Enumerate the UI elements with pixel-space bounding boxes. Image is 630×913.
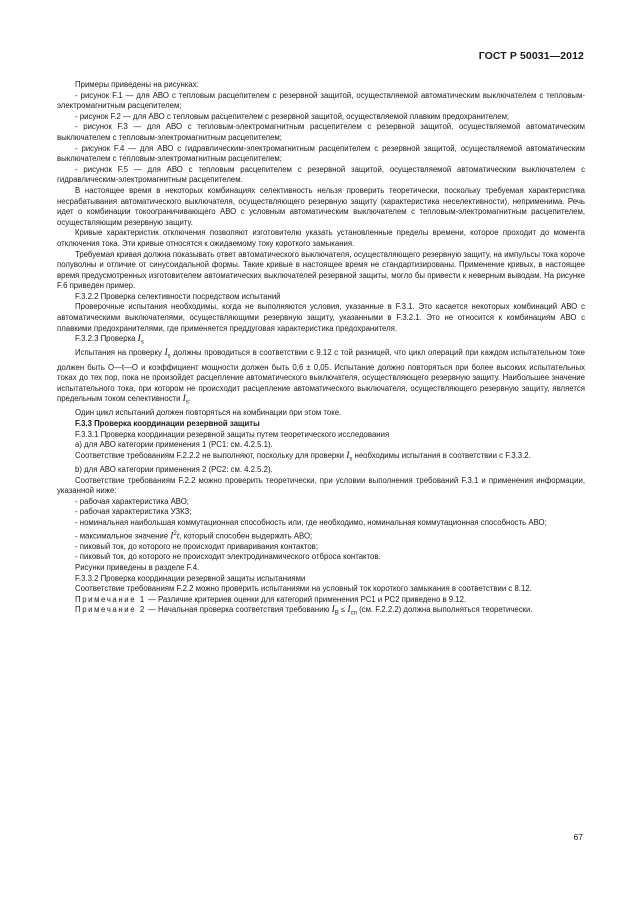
- list-item: - рисунок F.4 — для АВО с гидравлическим-электромагнитным расцепителем с резервной защитой, осуществляемой автоматическим выключателем с тепловым-электромагнитным расцепителем;: [57, 143, 585, 164]
- paragraph: Соответствие требованиям F.2.2.2 не выполняют, поскольку для проверки $I_s$ необходимы испытания в соответствии с F.3.3.2.: [75, 450, 531, 463]
- paragraph: Проверочные испытания необходимы, когда не выполняются условия, указанные в F.3.1. Это касается некоторых комбинаций АВО с автоматическими выключателями, осуществляющими резервную защиту, указанными в F.3.2.1. Это не относится к комбинациям АВО с плавкими предохранителями, где применяется преддуговая характеристика предохранителя.: [57, 302, 585, 333]
- section-heading: F.3.3 Проверка координации резервной защиты: [75, 419, 260, 429]
- list-item: - максимальное значение $I^2t$, который способен выдержать АВО;: [75, 530, 313, 542]
- section-heading: F.3.2.2 Проверка селективности посредством испытаний: [75, 291, 281, 301]
- list-item: - пиковый ток, до которого не происходит электродинамического отброса контактов.: [75, 552, 381, 562]
- paragraph: В настоящее время в некоторых комбинациях селективность нельзя проверить теоретически, поскольку требуемая характеристика несрабатывания автоматического выключателя, осуществляющего резервную защиту (характеристика неселективности), неприменима. Речь идет о комбинации токоограничивающего АВО с условным автоматическим выключателем с тепловым-электромагнитным расцепителем, осуществляющим резервную защиту.: [57, 185, 585, 227]
- section-heading: F.3.3.2 Проверка координации резервной защиты испытаниями: [75, 573, 306, 583]
- paragraph: Один цикл испытаний должен повторяться на комбинации при этом токе.: [75, 408, 342, 418]
- paragraph: b) для АВО категории применения 2 (РС2: см. 4.2.5.2).: [75, 464, 273, 474]
- list-item: - рисунок F.3 — для АВО с тепловым-электромагнитным расцепителем с резервной защитой, осуществляемой автоматическим выключателем с тепловым-электромагнитным расцепителем;: [57, 122, 585, 142]
- paragraph: Соответствие требованиям F.2.2 можно проверить испытаниями на условный ток короткого замыкания в соответствии с 8.12.: [75, 584, 532, 594]
- list-item: - рисунок F.1 — для АВО с тепловым расцепителем с резервной защитой, осуществляемой автоматическим выключателем с тепловым-электромагнитным расцепителем;: [57, 90, 585, 111]
- paragraph: Рисунки приведены в разделе F.4.: [75, 562, 200, 572]
- paragraph: Требуемая кривая должна показывать ответ автоматического выключателя, осуществляющего резервную защиту, на импульсы тока короче полуволны и отличие от синусоидальной формы. Такие кривые в настоящее время не стандартизированы. Применение кривых, в настоящее время предусмотренных изготовителем автоматических выключателей резервной защиты, могло бы привести к неверным выводам. На рисунке F.6 приведен пример.: [57, 249, 585, 291]
- paragraph: Кривые характеристик отключения позволяют изготовителю указать установленные пределы времени, которое проходит до момента отключения тока. Эти кривые относятся к ожидаемому току короткого замыкания.: [57, 228, 585, 248]
- list-item: - пиковый ток, до которого не происходит приваривания контактов;: [75, 541, 318, 551]
- note: Примечание 2 — Начальная проверка соответствия требованию $I_B \le I_{cn}$ (см. F.2.2.2) должна выполняться теоретически.: [75, 605, 533, 617]
- list-item: - номинальная наибольшая коммутационная способность или, где необходимо, номинальная коммутационная способность АВО;: [75, 517, 547, 527]
- section-heading: F.3.3.1 Проверка координации резервной защиты путем теоретического исследования: [75, 429, 390, 439]
- list-item: - рисунок F.2 — для АВО с тепловым расцепителем с резервной защитой, осуществляемой плавким предохранителем;: [75, 111, 510, 121]
- standard-code: ГОСТ Р 50031—2012: [478, 50, 584, 62]
- note: Примечание 1 — Различие критериев оценки для категорий применения РС1 и РС2 приведено в 9.12.: [75, 594, 467, 604]
- paragraph: Соответствие требованиям F.2.2 можно проверить теоретически, при условии выполнения требований F.3.1 и применения информации, указанной ниже:: [57, 475, 585, 496]
- paragraph: Примеры приведены на рисунках:: [75, 80, 199, 89]
- page-number: 67: [573, 832, 583, 842]
- paragraph: а) для АВО категории применения 1 (РС1: см. 4.2.5.1).: [75, 440, 273, 450]
- list-item: - рабочая характеристика АВО;: [75, 496, 189, 506]
- paragraph: Испытания на проверку $I_s$ должны проводиться в соответствии с 9.12 с той разницей, что цикл операций при каждом испытательном токе должен быть О—t—О и коэффициент мощности должен быть 0,6 ± 0,05. Испытание должно повторяться при более высоких испытательных токах до тех пор, пока не произойдет расцепление автоматического выключателя, осуществляющего резервную защиту. Наибольшее значение испытательного тока, при котором не происходит расцепление автоматического выключателя, осуществляющего резервную защиту, является предельным током селективности $I_s$.: [57, 348, 585, 406]
- main-text: [57, 80, 585, 619]
- list-item: - рабочая характеристика УЗКЗ;: [75, 507, 192, 517]
- list-item: - рисунок F.5 — для АВО с тепловым расцепителем с резервной защитой, осуществляемой автоматическим выключателем с гидравлическим-электромагнитным расцепителем.: [57, 164, 585, 185]
- section-heading: F.3.2.3 Проверка $I_s$: [75, 334, 144, 346]
